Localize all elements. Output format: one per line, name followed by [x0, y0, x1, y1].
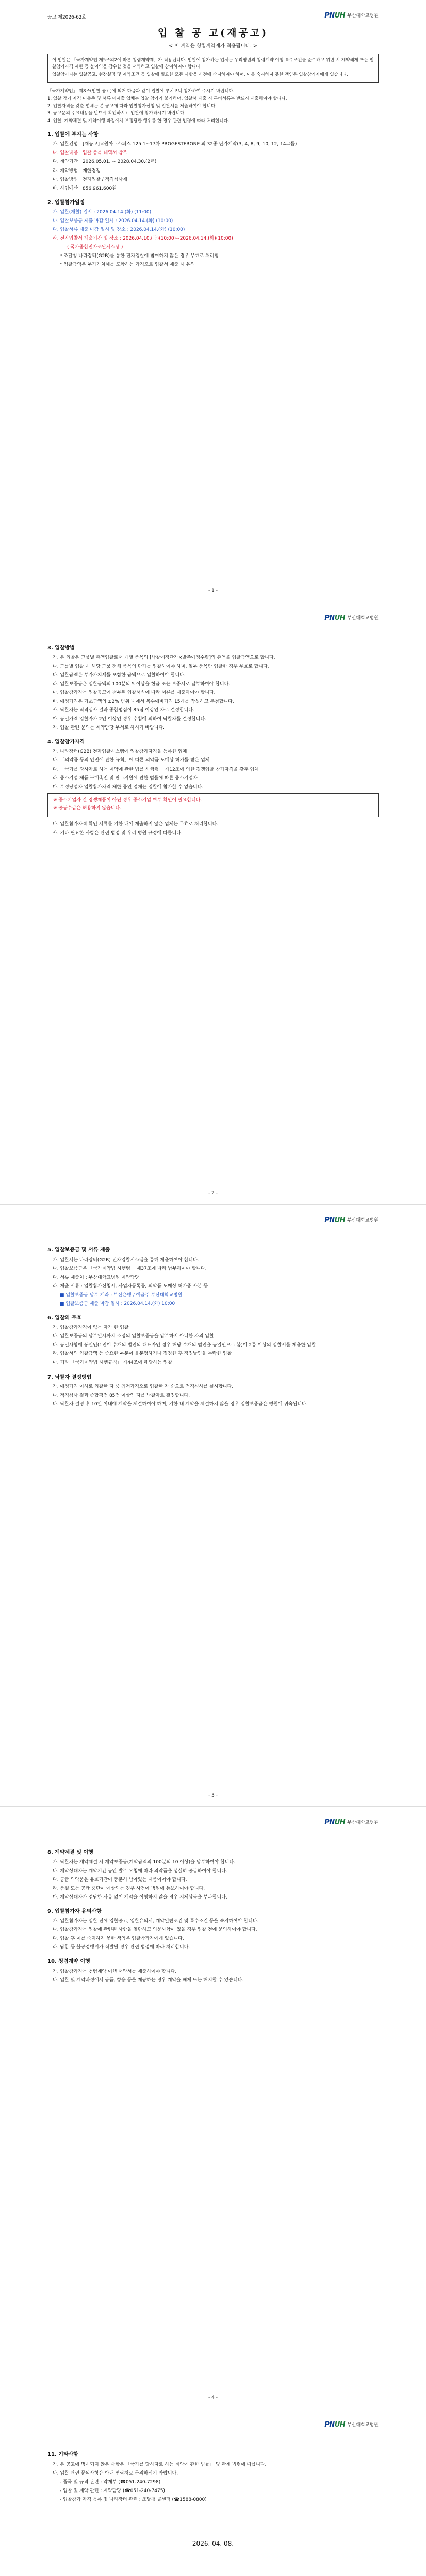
intro-line: 2. 입찰자격을 갖춘 업체는 본 공고에 따라 입찰참가신청 및 입찰서를 제출하여야 합니다.: [47, 103, 217, 109]
intro-section: [47, 88, 379, 124]
award-line: 나. 적격심사 결과 종합평점 85점 이상인 자를 낙찰자로 결정합니다.: [53, 1393, 190, 1399]
schedule-line: 다. 입찰서류 제출 마감 일시 및 장소 : 2026.04.14.(화) (10:00): [53, 227, 185, 233]
logo-mark: PNUH: [324, 614, 346, 622]
eligibility-note: ※ 공동수급은 허용하지 않습니다.: [53, 805, 122, 811]
eligibility-line: 사. 기타 필요한 사항은 관련 법령 및 우리 병원 규정에 따릅니다.: [53, 830, 183, 836]
eligibility-line: 바. 입찰참가자격 확인 서류를 기한 내에 제출하지 않은 업체는 무효로 처리합니다.: [53, 821, 219, 827]
schedule-line: 나. 입찰보증금 제출 마감 일시 : 2026.04.14.(화) (10:00): [53, 218, 173, 224]
method-line: 자. 입찰 관련 문의는 계약담당 부서로 하시기 바랍니다.: [53, 725, 165, 731]
hospital-logo: [324, 1216, 379, 1226]
integrity-line: 나. 입찰 및 계약과정에서 금품, 향응 등을 제공하는 경우 계약을 해제 또는 해지할 수 있습니다.: [53, 1977, 244, 1983]
page-number: - 1 -: [208, 588, 218, 594]
section-heading: 5. 입찰보증금 및 서류 제출: [47, 1247, 110, 1253]
logo-text: 부산대학교병원: [347, 615, 379, 621]
intro-line: 4. 입찰, 계약체결 및 계약이행 과정에서 부정당한 행위를 한 경우 관련 법령에 따라 처리합니다.: [47, 118, 230, 124]
intro-line: 1. 입찰 참가 자격 미충족 및 서류 미제출 업체는 입찰 참가가 불가하며, 입찰서 제출 시 구비서류는 반드시 제출하여야 합니다.: [47, 96, 287, 101]
contract-line: 나. 계약상대자는 계약기간 동안 발주 요청에 따라 의약품을 성실히 공급하여야 합니다.: [53, 1868, 227, 1874]
page-number: - 2 -: [208, 1190, 218, 1196]
logo-mark: PNUH: [324, 1216, 346, 1224]
submission-line: 나. 입찰보증금은 「국가계약법 시행령」 제37조에 따라 납부하여야 합니다.: [53, 1266, 207, 1272]
misc-line: 나. 입찰 관련 문의사항은 아래 연락처로 문의하시기 바랍니다.: [53, 2470, 178, 2476]
logo-text: 부산대학교병원: [347, 1820, 379, 1825]
award-line: 다. 낙찰자 결정 후 10일 이내에 계약을 체결하여야 하며, 기한 내 계약을 체결하지 않을 경우 입찰보증금은 병원에 귀속됩니다.: [53, 1402, 308, 1408]
bid-item-line: 라. 계약방법 : 제한경쟁: [53, 168, 101, 174]
contact-line: - 입찰참가 자격 등록 및 나라장터 관련 : 조달청 콜센터 (☎1588-0800): [60, 2497, 207, 2502]
section-heading: 8. 계약체결 및 이행: [47, 1850, 93, 1855]
method-line: 가. 본 입찰은 그룹별 총액입찰로서 개별 품목의 [낙찰예정단가×발주예정수량]의 총액을 입찰금액으로 합니다.: [53, 655, 275, 660]
submission-note: ■ 입찰보증금 제출 마감 일시 : 2026.04.14.(화) 10:00: [60, 1301, 175, 1307]
submission-line: 라. 제출 서류 : 입찰참가신청서, 사업자등록증, 의약품 도매상 허가증 사본 등: [53, 1283, 208, 1289]
section-heading: 11. 기타사항: [47, 2452, 78, 2458]
logo-text: 부산대학교병원: [347, 2422, 379, 2428]
hospital-logo: [324, 11, 379, 21]
contact-line: - 입찰 및 계약 관련 : 계약담당 (☎051-240-7475): [60, 2488, 165, 2494]
caution-line: 라. 담합 등 불공정행위가 적발될 경우 관련 법령에 따라 처리합니다.: [53, 1945, 190, 1951]
page-number: - 3 -: [208, 1792, 218, 1798]
page-1: [0, 0, 426, 602]
eligibility-note-box: [47, 793, 379, 817]
section-heading: 6. 입찰의 무효: [47, 1315, 82, 1321]
eligibility-line: 나. 「의약품 등의 안전에 관한 규칙」에 따른 의약품 도매상 허가를 받은 업체: [53, 758, 210, 764]
notice-line: 입찰참가자는 입찰공고, 현장설명 및 계약조건 등 입찰에 필요한 모든 사항을 사전에 숙지하여야 하며, 이를 숙지하지 못한 책임은 입찰참가자에게 있습니다.: [52, 72, 349, 77]
bid-item-line: 가. 입찰건명 : [재공고]교원아트소피스 125 1~17차 PROGESTERONE 외 32종 단가계약(3, 4, 8, 9, 10, 12, 14그룹): [53, 142, 297, 147]
eligibility-line: 라. 중소기업 제품 구매촉진 및 판로지원에 관한 법률에 따른 중소기업자: [53, 775, 198, 781]
logo-text: 부산대학교병원: [347, 13, 379, 19]
contact-line: - 품목 및 규격 관련 : 약제부 (☎051-240-7298): [60, 2479, 161, 2485]
section-heading: 9. 입찰참가자 유의사항: [47, 1908, 102, 1914]
page-4: [0, 1807, 426, 2409]
contract-line: 다. 공급 의약품은 유효기간이 충분히 남아있는 제품이어야 합니다.: [53, 1877, 187, 1883]
intro-line: 3. 공고문의 주요내용을 반드시 확인하시고 입찰에 참가하시기 바랍니다.: [47, 111, 186, 116]
method-line: 아. 동일가격 입찰자가 2인 이상인 경우 추첨에 의하여 낙찰자를 결정합니다.: [53, 716, 207, 722]
section-heading: 2. 입찰참가일정: [47, 199, 85, 206]
method-line: 다. 입찰금액은 부가가치세를 포함한 금액으로 입찰하여야 합니다.: [53, 672, 186, 678]
contract-line: 마. 계약상대자가 정당한 사유 없이 계약을 이행하지 않을 경우 지체상금을 부과합니다.: [53, 1894, 227, 1900]
schedule-line: 가. 입찰(개찰) 일시 : 2026.04.14.(화) (11:00): [53, 210, 152, 215]
schedule-line: 라. 전자입찰서 제출기간 및 장소 : 2026.04.10.(금)(10:00)~2026.04.14.(화)(10:00): [53, 236, 233, 242]
invalid-bid-line: 라. 입찰서의 입찰금액 등 중요한 부분이 불분명하거나 정정한 후 정정날인을 누락한 입찰: [53, 1351, 232, 1357]
logo-text: 부산대학교병원: [347, 1217, 379, 1223]
section-heading: 7. 낙찰자 결정방법: [47, 1374, 92, 1380]
schedule-line: ( 국가종합전자조달시스템 ): [67, 245, 123, 250]
misc-line: 가. 본 공고에 명시되지 않은 사항은 「국가를 당사자로 하는 계약에 관한 법률」 및 관계 법령에 따릅니다.: [53, 2462, 267, 2467]
schedule-note: * 입찰금액은 부가가치세를 포함하는 가격으로 입찰서 제출 시 유의: [60, 262, 195, 268]
contract-line: 가. 낙찰자는 계약체결 시 계약보증금(계약금액의 100분의 10 이상)을 납부하여야 합니다.: [53, 1859, 236, 1865]
hospital-logo: [324, 614, 379, 623]
hospital-logo: [324, 2420, 379, 2430]
section-heading: 3. 입찰방법: [47, 645, 75, 651]
method-line: 사. 낙찰자는 적격심사 결과 종합평점이 85점 이상인 자로 결정합니다.: [53, 707, 194, 713]
integrity-notice-box: [47, 54, 379, 83]
hospital-logo: [324, 1818, 379, 1828]
logo-mark: PNUH: [324, 1819, 346, 1826]
award-line: 가. 예정가격 이하로 입찰한 자 중 최저가격으로 입찰한 자 순으로 적격심사를 실시합니다.: [53, 1384, 234, 1390]
document-number: 공고 제2026-62호: [47, 15, 87, 20]
announcement-date: 2026. 04. 08.: [192, 2539, 234, 2547]
eligibility-note: ※ 중소기업자 간 경쟁제품이 아닌 경우 중소기업 여부 확인이 필요합니다.: [53, 797, 202, 803]
eligibility-line: 가. 나라장터(G2B) 전자입찰시스템에 입찰참가자격을 등록한 업체: [53, 749, 187, 755]
bid-item-line: 나. 입찰내용 : 입찰 품목 내역서 참조: [53, 150, 127, 156]
bid-item-line: 마. 입찰방법 : 전자입찰 / 적격심사제: [53, 177, 127, 182]
caution-line: 나. 입찰참가자는 입찰에 관련된 사항을 열람하고 의문사항이 있을 경우 입찰 전에 문의하여야 합니다.: [53, 1927, 257, 1933]
schedule-note: * 조달청 나라장터(G2B)를 통한 전자입찰에 참여하지 않은 경우 무효로 처리함: [60, 253, 219, 259]
page-3: [0, 1205, 426, 1807]
page-2: [0, 602, 426, 1205]
page-5: [0, 2409, 426, 2576]
section-heading: 10. 청렴계약 이행: [47, 1959, 90, 1965]
submission-line: 가. 입찰서는 나라장터(G2B) 전자입찰시스템을 통해 제출하여야 합니다.: [53, 1257, 199, 1263]
submission-note: ■ 입찰보증금 납부 계좌 : 부산은행 / 예금주 부산대학교병원: [60, 1292, 183, 1298]
section-heading: 4. 입찰참가자격: [47, 739, 85, 745]
caution-line: 가. 입찰참가자는 입찰 전에 입찰공고, 입찰유의서, 계약일반조건 및 특수조건 등을 숙지하여야 합니다.: [53, 1919, 259, 1924]
logo-mark: PNUH: [324, 2421, 346, 2429]
contract-line: 라. 품절 또는 공급 중단이 예상되는 경우 사전에 병원에 통보하여야 합니다.: [53, 1886, 205, 1891]
eligibility-line: 마. 부정당업자 입찰참가자격 제한 중인 업체는 입찰에 참가할 수 없습니다.: [53, 784, 204, 790]
invalid-bid-line: 마. 기타 「국가계약법 시행규칙」 제44조에 해당하는 입찰: [53, 1360, 173, 1366]
page-number: - 4 -: [208, 2395, 218, 2400]
document-subtitle: < 이 계약은 청렴계약제가 적용됩니다. >: [169, 43, 257, 49]
eligibility-line: 다. 「국가를 당사자로 하는 계약에 관한 법률 시행령」 제12조에 의한 경쟁입찰 참가자격을 갖춘 업체: [53, 767, 259, 772]
method-line: 바. 예정가격은 기초금액의 ±2% 범위 내에서 복수예비가격 15개를 작성하고 추첨합니다.: [53, 699, 234, 704]
invalid-bid-line: 나. 입찰보증금의 납부일시까지 소정의 입찰보증금을 납부하지 아니한 자의 입찰: [53, 1334, 214, 1340]
logo-mark: PNUH: [324, 12, 346, 20]
notice-line: 이 입찰은 「국가계약법 제5조의2에 따른 청렴계약제」가 적용됩니다. 입찰에 참가하는 업체는 우리병원의 청렴계약 이행 특수조건을 준수하고 위반 시 계약해제 또는 입찰참가자격 제한 등 불이익을 감수할 것을 서약하고 입찰에 참여하여야 합니다.: [52, 58, 374, 70]
method-line: 나. 그룹별 입찰 시 해당 그룹 전체 품목의 단가를 입찰하여야 하며, 일부 품목만 입찰한 경우 무효로 합니다.: [53, 664, 269, 669]
integrity-line: 가. 입찰참가자는 청렴계약 이행 서약서를 제출하여야 합니다.: [53, 1969, 177, 1974]
invalid-bid-line: 가. 입찰참가자격이 없는 자가 한 입찰: [53, 1325, 129, 1331]
caution-line: 다. 입찰 후 이를 숙지하지 못한 책임은 입찰참가자에게 있습니다.: [53, 1936, 184, 1942]
bid-item-line: 다. 계약기간 : 2026.05.01. ~ 2028.04.30.(2년): [53, 159, 157, 165]
method-line: 라. 입찰보증금은 입찰금액의 100분의 5 이상을 현금 또는 보증서로 납부하여야 합니다.: [53, 681, 231, 687]
intro-line: 「국가계약법」 제8조(입찰 공고)에 의거 다음과 같이 입찰에 부치오니 참가하여 주시기 바랍니다.: [47, 89, 235, 94]
method-line: 마. 입찰참가자는 입찰공고에 첨부된 입찰서식에 따라 서류를 제출하여야 합니다.: [53, 690, 216, 696]
bid-item-line: 바. 사업예산 : 856,961,600원: [53, 185, 117, 191]
section-heading: 1. 입찰에 부치는 사항: [47, 131, 99, 138]
document-title: 입 찰 공 고(재공고): [157, 27, 269, 39]
submission-line: 다. 서류 제출처 : 부산대학교병원 계약담당: [53, 1275, 139, 1280]
invalid-bid-line: 다. 동일사항에 동일인(1인이 수개의 법인의 대표자인 경우 해당 수개의 법인을 동일인으로 봄)이 2통 이상의 입찰서를 제출한 입찰: [53, 1343, 316, 1348]
